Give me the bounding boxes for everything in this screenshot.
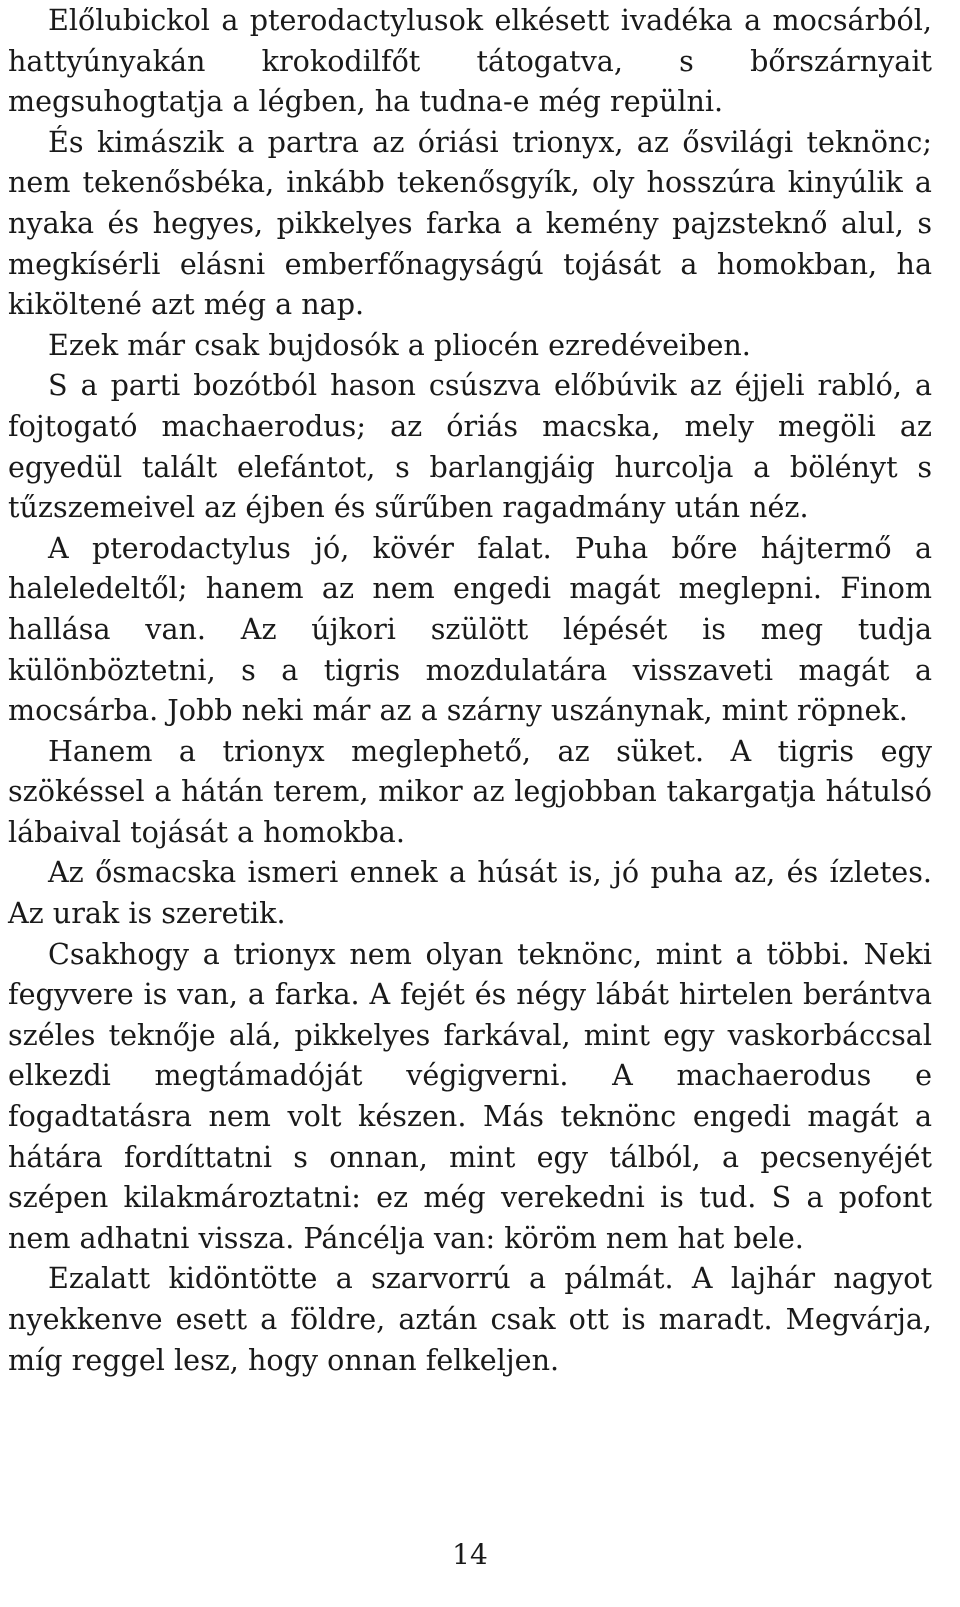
paragraph: Előlubickol a pterodactylusok elkésett ivadéka a mocsárból, hattyúnyakán krokodilfőt tátogatva, s bőrszárnyait megsuhogtatja a légben, ha tudna-e még repülni.	[8, 3, 932, 119]
paragraph: Csakhogy a trionyx nem olyan teknönc, mint a többi. Neki fegyvere is van, a farka. A fejét és négy lábát hirtelen berántva széles teknője alá, pikkelyes farkával, mint egy vaskorbáccsal elkezdi megtámadóját végigverni. A machaerodus e fogadtatásra nem volt készen. Más teknönc engedi magát a hátára fordíttatni s onnan, mint egy tálból, a pecsenyéjét szépen kilakmároztatni: ez még verekedni is tud. S a pofont nem adhatni vissza. Páncélja van: köröm nem hat bele.	[8, 936, 932, 1255]
paragraph: A pterodactylus jó, kövér falat. Puha bőre hájtermő a haleledeltől; hanem az nem engedi magát meglepni. Finom hallása van. Az újkori szülött lépését is meg tudja különböztetni, s a tigris mozdulatára visszaveti magát a mocsárba. Jobb neki már az a szárny uszánynak, mint röpnek.	[8, 530, 932, 728]
paragraph: Ezek már csak bujdosók a pliocén ezredéveiben.	[48, 327, 751, 362]
paragraph: És kimászik a partra az óriási trionyx, az ősvilági teknönc; nem tekenősbéka, inkább tekenősgyík, oly hosszúra kinyúlik a nyaka és hegyes, pikkelyes farka a kemény pajzsteknő alul, s megkísérli elásni emberfőnagyságú tojását a homokban, ha kiköltené azt még a nap.	[8, 124, 932, 322]
page-number: 14	[452, 1538, 488, 1571]
paragraph: Hanem a trionyx meglephető, az süket. A tigris egy szökéssel a hátán terem, mikor az legjobban takargatja hátulsó lábaival tojását a homokba.	[8, 733, 932, 849]
paragraph: Ezalatt kidöntötte a szarvorrú a pálmát. A lajhár nagyot nyekkenve esett a földre, aztán csak ott is maradt. Megvárja, míg reggel lesz, hogy onnan felkeljen.	[8, 1261, 932, 1377]
page-body	[8, 0, 932, 1380]
paragraph: Az ősmacska ismeri ennek a húsát is, jó puha az, és ízletes. Az urak is szeretik.	[8, 855, 932, 931]
paragraph: S a parti bozótból hason csúszva előbúvik az éjjeli rabló, a fojtogató machaerodus; az óriás macska, mely megöli az egyedül talált elefántot, s barlangjáig hurcolja a bölényt s tűzszemeivel az éjben és sűrűben ragadmány után néz.	[8, 368, 932, 525]
